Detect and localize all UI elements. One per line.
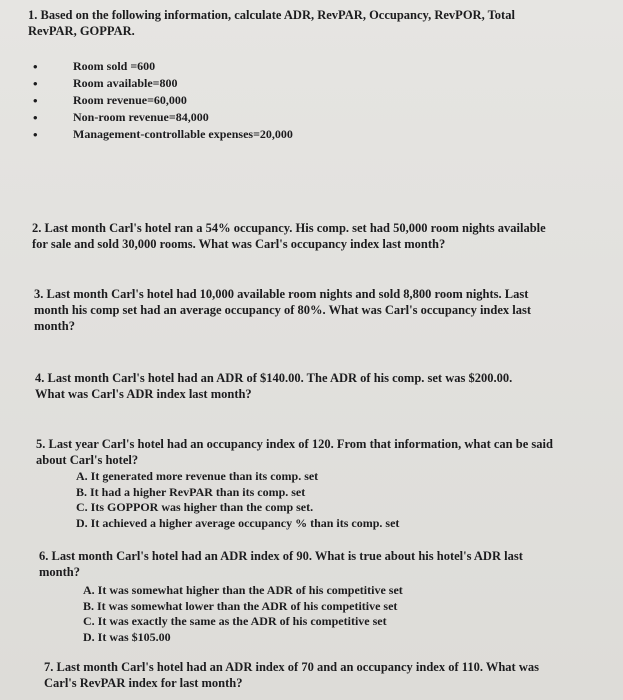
q6-line-1: 6. Last month Carl's hotel had an ADR index of 90. What is true about his hotel's ADR last [39, 549, 523, 563]
q5-option-b: B. It had a higher RevPAR than its comp. set [76, 484, 306, 499]
question-6 [39, 548, 523, 645]
question-5 [36, 436, 553, 531]
list-item: • Room revenue=60,000 [33, 93, 187, 108]
list-item: • Room available=800 [33, 76, 178, 91]
q4-line-1: 4. Last month Carl's hotel had an ADR of $140.00. The ADR of his comp. set was $200.00. [35, 371, 513, 385]
q2-line-2: for sale and sold 30,000 rooms. What was Carl's occupancy index last month? [32, 237, 446, 251]
q6-line-2: month? [39, 565, 80, 579]
bullet-icon: • [33, 76, 38, 91]
q5-option-c: C. Its GOPPOR was higher than the comp set. [76, 500, 314, 514]
bullet-icon: • [33, 110, 38, 125]
q6-option-c: C. It was exactly the same as the ADR of his competitive set [83, 614, 387, 628]
question-4 [35, 370, 512, 402]
question-1 [28, 7, 515, 39]
q3-line-3: month? [34, 319, 75, 333]
list-item: • Room sold =600 [33, 59, 156, 74]
bullet-icon: • [33, 127, 38, 142]
q6-option-d: D. It was $105.00 [83, 629, 171, 644]
bullet-icon: • [33, 59, 38, 74]
q3-line-2: month his comp set had an average occupancy of 80%. What was Carl's occupancy index last [34, 303, 532, 317]
q1-line-1: 1. Based on the following information, calculate ADR, RevPAR, Occupancy, RevPOR, Total [28, 8, 515, 22]
q5-option-d: D. It achieved a higher average occupancy % than its comp. set [76, 515, 400, 530]
q5-options [36, 468, 553, 531]
list-item: • Non-room revenue=84,000 [33, 110, 209, 125]
q7-line-1: 7. Last month Carl's hotel had an ADR index of 70 and an occupancy index of 110. What was [44, 660, 539, 674]
question-3 [34, 286, 531, 334]
q5-line-1: 5. Last year Carl's hotel had an occupancy index of 120. From that information, what can be said [36, 437, 553, 451]
list-item: • Management-controllable expenses=20,000 [33, 127, 293, 142]
q3-line-1: 3. Last month Carl's hotel had 10,000 available room nights and sold 8,800 room nights. Last [34, 287, 529, 301]
q5-line-2: about Carl's hotel? [36, 453, 139, 467]
q4-line-2: What was Carl's ADR index last month? [35, 387, 252, 401]
q1-line-2: RevPAR, GOPPAR. [28, 24, 135, 38]
question-7 [44, 659, 539, 691]
q2-line-1: 2. Last month Carl's hotel ran a 54% occupancy. His comp. set had 50,000 room nights available [32, 221, 546, 235]
question-2 [32, 220, 546, 252]
q6-option-b: B. It was somewhat lower than the ADR of his competitive set [83, 598, 398, 613]
q7-line-2: Carl's RevPAR index for last month? [44, 676, 243, 690]
q6-option-a: A. It was somewhat higher than the ADR of his competitive set [83, 583, 403, 597]
bullet-icon: • [33, 93, 38, 108]
q6-options [39, 580, 523, 645]
q5-option-a: A. It generated more revenue than its comp. set [76, 469, 319, 483]
q1-bullet-list [33, 58, 293, 143]
